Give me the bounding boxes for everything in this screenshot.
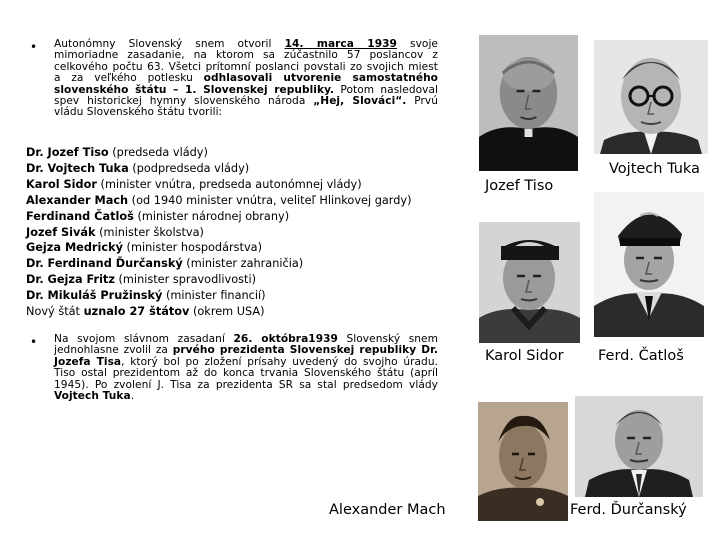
- minister-list: [26, 145, 466, 320]
- president-date: 26. októbra1939: [233, 333, 338, 345]
- intro-paragraph: [54, 39, 438, 119]
- list-item: Dr. Gejza Fritz (minister spravodlivosti): [26, 273, 256, 287]
- president-paragraph: [54, 334, 438, 402]
- intro-date: 14. marca 1939: [284, 38, 397, 50]
- list-item: Ferdinand Čatloš (minister národnej obrany): [26, 209, 290, 223]
- bullet-marker: •: [30, 40, 38, 54]
- intro-text-3: Potom nasledoval spev historickej hymny slovenského národa: [54, 83, 438, 108]
- bullet-marker: •: [30, 335, 38, 349]
- caption-catlos: Ferd. Čatloš: [598, 348, 684, 364]
- president-text-3: , ktorý bol po zložení prísahy uvedený do svojho úradu. Tiso ostal prezidentom až do konca trvania Slovenského štátu (apríl 1945). Po zvolení J. Tisa za prezidenta SR sa stal predsedom vlády: [54, 355, 438, 391]
- president-successor: Vojtech Tuka: [54, 390, 131, 403]
- caption-mach: Alexander Mach: [329, 502, 446, 518]
- list-item: Dr. Jozef Tiso (predseda vlády): [26, 146, 208, 159]
- portrait-durcansky: [575, 396, 703, 497]
- caption-durcansky: Ferd. Ďurčanský: [570, 502, 687, 518]
- president-title: prvého prezidenta Slovenskej republiky Dr. Jozefa Tisa: [54, 344, 438, 368]
- caption-tiso: Jozef Tiso: [485, 178, 554, 194]
- list-item: Alexander Mach (od 1940 minister vnútra, veliteľ Hlinkovej gardy): [26, 193, 412, 207]
- list-item: Jozef Sivák (minister školstva): [26, 225, 204, 239]
- recognition-line: Nový štát uznalo 27 štátov (okrem USA): [26, 305, 265, 319]
- president-text-4: .: [130, 390, 135, 403]
- president-text-1: Na svojom slávnom zasadaní: [54, 333, 234, 345]
- list-item: Dr. Vojtech Tuka (podpredseda vlády): [26, 161, 250, 175]
- intro-anthem: „Hej, Slováci“.: [313, 95, 407, 108]
- caption-tuka: Vojtech Tuka: [609, 161, 700, 177]
- intro-text-1: Autonómny Slovenský snem otvoril: [54, 38, 285, 50]
- president-text-2: Slovenský snem jednohlasne zvolil za: [54, 333, 438, 357]
- intro-text-2: svoje mimoriadne zasadanie, na ktorom sa zúčastnilo 57 poslancov z celkového počtu 63. Všetci prítomní poslanci povstali zo svojich miest a za veľkého potlesku: [54, 38, 438, 85]
- list-item: Karol Sidor (minister vnútra, predseda autonómnej vlády): [26, 177, 362, 191]
- intro-text-4: Prvú vládu Slovenského štátu tvorili:: [54, 95, 438, 119]
- portrait-tuka: [594, 40, 708, 154]
- portrait-sidor: [479, 222, 580, 343]
- caption-sidor: Karol Sidor: [485, 348, 564, 364]
- portrait-catlos: [594, 192, 704, 337]
- list-item: Dr. Mikuláš Pružinský (minister financií): [26, 289, 266, 303]
- portrait-tiso: [479, 35, 578, 171]
- intro-vote: odhlasovali utvorenie samostatného slovenského štátu – 1. Slovenskej republiky.: [54, 72, 438, 96]
- list-item: Gejza Medrický (minister hospodárstva): [26, 241, 263, 255]
- portrait-mach: [478, 402, 568, 521]
- list-item: Dr. Ferdinand Ďurčanský (minister zahraničia): [26, 257, 304, 271]
